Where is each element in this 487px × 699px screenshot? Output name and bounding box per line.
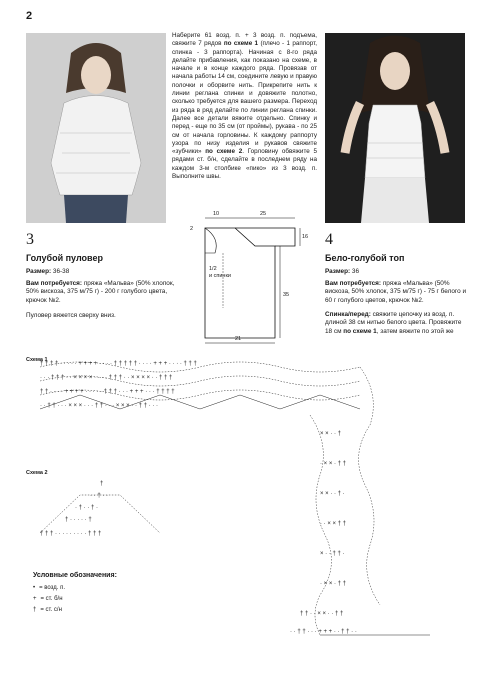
svg-text:· † · · † ·: · † · · † · (75, 505, 99, 511)
label-back: и спинки (209, 273, 231, 279)
legend-item-dc (33, 607, 62, 613)
svg-text:× · · † † ·: × · · † † · (320, 551, 345, 557)
legend-symbol-sc: + (33, 596, 37, 602)
item3-needs-label: Вам потребуется: (26, 280, 83, 287)
svg-text:† † † † · · · · · + + + + · ·: † † † † · · · · · + + + + · · · · † † † † † · · · · + + + · · · · † † † (40, 361, 197, 367)
item3-note: Пуловер вяжется сверху вниз. (26, 312, 116, 319)
item4-needs-value: пряжа «Мальва» (50% вискоза, 50% хлопок, 375 м/75 г) - 75 г белого и 60 г голубого цветов, крючок №2. (325, 280, 467, 304)
svg-text:† † † · · · · · · · · · † † †: † † † · · · · · · · · · † † † (40, 531, 102, 537)
item3-needs (26, 280, 176, 305)
dim-2: 2 (190, 226, 194, 232)
instructions-top (172, 32, 317, 181)
item3-needs-value: пряжа «Мальва» (50% хлопок, 50% вискоза, 375 м/75 г) - 200 г голубого цвета, крючок №2. (26, 280, 175, 304)
item3-title: Голубой пуловер (26, 253, 103, 263)
dim-21: 21 (235, 336, 242, 342)
legend-text-sc: = ст. б/н (40, 596, 63, 602)
legend-symbol-dc: † (33, 607, 37, 613)
photo-blue-pullover (26, 33, 166, 223)
instructions-p2: (плечо - 1 раппорт, спинка - 3 раппорта). Начиная с 8-го ряда делайте прибавления, как показано на схеме, в начале и в конце каждого ряда. Провязав от начала работы 14 см, соедините левую и правую полочки и оборвите нить. Прикрепите нить к линии реглана спинки и довяжите полотно, сколько требуется для вашего размера. Переход из ряда в ряд делайте по линии реглана спинки. Далее все детали вяжите отдельно. Спинку и перед - еще по 35 см (от проймы), рукава - по 25 см от начала горловины. К каждому раппорту узора по низу изделия и рукавов свяжите «зубчики» (172, 40, 318, 156)
item3-size-value: 36-38 (51, 268, 70, 275)
svg-text:× × · · †: × × · · † (320, 431, 342, 437)
item4-size (325, 268, 470, 276)
legend-title: Условные обозначения: (33, 572, 117, 579)
instructions-p2-bold: по схеме 2 (205, 148, 243, 156)
item4-number: 4 (325, 231, 333, 248)
svg-text:· · † † · · · + + + · · † † ·: · · † † · · · + + + · · † † · · (290, 629, 357, 635)
item4-back-tail: , затем вяжите по этой же (376, 327, 454, 335)
item4-size-value: 36 (350, 268, 360, 275)
scheme2-diagram (20, 475, 180, 545)
item3-size (26, 268, 176, 276)
instructions-p1-bold: по схеме 1 (223, 40, 259, 48)
item4-back (325, 311, 470, 336)
svg-text:· × × · † †: · × × · † † (320, 461, 347, 467)
svg-text:· · † · ·: · · † · · (90, 493, 108, 499)
page-number: 2 (26, 10, 33, 22)
photo-white-blue-top-illustration (325, 33, 465, 223)
label-half: 1/2 (209, 266, 217, 272)
instructions-p1: Наберите 61 возд. п. + 3 возд. п. подъема, свяжите 7 рядов (172, 32, 317, 48)
scheme2-drawing (20, 475, 180, 545)
svg-text:†: † (100, 481, 104, 487)
item3-size-label: Размер: (26, 268, 52, 275)
item4-back-value: свяжите цепочку из возд. п. длиной 38 см нитью белого цвета. Провяжите 18 см (325, 311, 462, 335)
pattern-schematic-drawing (185, 208, 315, 348)
item4-size-label: Размер: (325, 268, 351, 275)
dim-16: 16 (302, 234, 309, 240)
pattern-schematic (185, 208, 315, 348)
dim-25: 25 (260, 211, 267, 217)
legend-text-dc: = ст. с/н (40, 607, 62, 613)
svg-text:· · × × † †: · · × × † † (320, 521, 347, 527)
item3-number: 3 (26, 231, 34, 248)
legend-symbol-chain: • (33, 585, 36, 591)
instructions-p3: . Горловину обвяжите 5 рядами ст. б/н, сделайте в последнем ряду на каждом 3-м столбике «пико» из 3 возд. п. Выполните швы. (172, 148, 317, 181)
scheme2-label: Схема 2 (26, 470, 48, 476)
item4-back-label: Спинка/перед: (325, 311, 371, 318)
photo-white-blue-top (325, 33, 465, 223)
item4-back-bold: по схеме 1 (343, 327, 377, 335)
svg-text:† † · · × × · · † †: † † · · × × · · † † (300, 611, 344, 617)
svg-text:† · · · · · †: † · · · · · † (65, 517, 92, 523)
item4-needs (325, 280, 470, 305)
scheme1-label: Схема 1 (26, 357, 48, 363)
item4-needs-label: Вам потребуется: (325, 280, 382, 287)
legend-item-chain (33, 585, 65, 591)
svg-text:† † · · · · + + + + · · · · ·: † † · · · · + + + + · · · · · † † † · · · + + + · · · † † † † (40, 389, 175, 395)
svg-text:× × · · † ·: × × · · † · (320, 491, 345, 497)
legend-item-sc (33, 596, 63, 602)
dim-35: 35 (283, 292, 290, 298)
svg-text:· · † † · · · × × × · · · † †: · · † † · · · × × × · · · † † · · · × × × · · † † · · · (40, 403, 159, 409)
dim-10: 10 (213, 211, 220, 217)
item4-title: Бело-голубой топ (325, 253, 405, 263)
svg-text:· × × · † †: · × × · † † (320, 581, 347, 587)
legend-text-chain: = возд. п. (39, 585, 66, 591)
photo-blue-pullover-illustration (26, 33, 166, 223)
svg-text:· · · † † † · · × × × × · · ·: · · · † † † · · × × × × · · · · † † † · · × × × × · · † † † (40, 375, 173, 381)
